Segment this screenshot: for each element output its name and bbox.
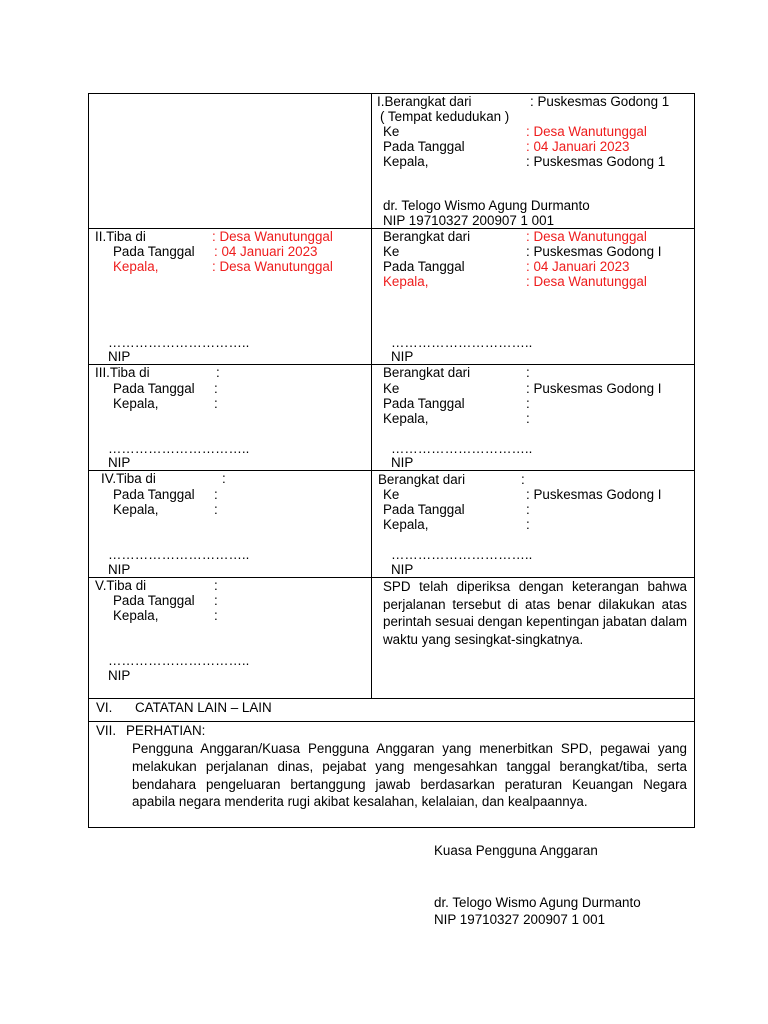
s4-tanggal-label: Pada Tanggal	[113, 487, 195, 502]
s3-left-signature-dots: …………………………..	[108, 441, 250, 456]
s2-right-signature-dots: …………………………..	[391, 335, 533, 350]
s3-kepala-colon: :	[214, 396, 218, 411]
s3-kepala-label: Kepala,	[113, 396, 159, 411]
s5-tanggal-label: Pada Tanggal	[113, 593, 195, 608]
s4-berangkat-label: Berangkat dari	[378, 472, 466, 487]
s3-ke-value: : Puskesmas Godong I	[526, 381, 662, 396]
s4-right-nip: NIP	[391, 562, 414, 577]
s2-r-kepala-value: : Desa Wanutunggal	[526, 274, 647, 289]
table-border-bottom	[88, 827, 695, 828]
s3-r-kepala-colon: :	[526, 411, 530, 426]
s5-verification-statement: SPD telah diperiksa dengan keterangan bahwa perjalanan tersebut di atas benar dilakukan atas perintah sesuai dengan kepentingan jabatan dalam waktu yang sesingkat-singkatnya.	[383, 579, 687, 647]
s5-left-nip: NIP	[108, 668, 131, 683]
column-divider	[371, 93, 372, 699]
s1-ke-label: Ke	[383, 124, 400, 139]
table-border-right	[694, 93, 695, 828]
footer-name: dr. Telogo Wismo Agung Durmanto	[434, 895, 641, 910]
s3-ke-label: Ke	[383, 381, 400, 396]
s4-ke-value: : Puskesmas Godong I	[526, 487, 662, 502]
s4-tiba-colon: :	[222, 471, 226, 486]
s4-kepala-colon: :	[214, 502, 218, 517]
s3-tanggal-colon: :	[214, 381, 218, 396]
s2-tanggal-value: : 04 Januari 2023	[214, 244, 318, 259]
s4-ke-label: Ke	[383, 487, 400, 502]
s2-tiba-label: II.Tiba di	[95, 229, 146, 244]
s3-tiba-label: III.Tiba di	[95, 365, 150, 380]
s5-left-signature-dots: …………………………..	[108, 653, 250, 668]
s4-left-nip: NIP	[108, 562, 131, 577]
s1-berangkat-label: I.Berangkat dari	[377, 94, 472, 109]
s2-left-nip: NIP	[108, 349, 131, 364]
s4-r-kepala-colon: :	[526, 517, 530, 532]
table-border-left	[88, 93, 89, 828]
s3-right-nip: NIP	[391, 455, 414, 470]
s2-berangkat-label: Berangkat dari	[383, 229, 471, 244]
s3-r-tanggal-colon: :	[526, 396, 530, 411]
s1-tanggal-label: Pada Tanggal	[383, 139, 465, 154]
s3-tanggal-label: Pada Tanggal	[113, 381, 195, 396]
s2-right-nip: NIP	[391, 349, 414, 364]
s3-r-kepala-label: Kepala,	[383, 411, 429, 426]
s4-left-signature-dots: …………………………..	[108, 547, 250, 562]
s1-tanggal-value: : 04 Januari 2023	[526, 139, 630, 154]
s1-berangkat-value: : Puskesmas Godong 1	[530, 94, 670, 109]
s5-tiba-colon: :	[214, 578, 218, 593]
s4-tiba-label: IV.Tiba di	[101, 471, 156, 486]
s2-tanggal-label: Pada Tanggal	[113, 244, 195, 259]
row-divider-6	[88, 698, 695, 699]
s1-kepala-value: : Puskesmas Godong 1	[526, 154, 666, 169]
footer-nip: NIP 19710327 200907 1 001	[434, 912, 606, 927]
s2-berangkat-value: : Desa Wanutunggal	[526, 229, 647, 244]
s6-number: VI.	[96, 700, 113, 715]
s1-signer-name: dr. Telogo Wismo Agung Durmanto	[383, 198, 590, 213]
s3-left-nip: NIP	[108, 455, 131, 470]
s5-kepala-colon: :	[214, 608, 218, 623]
s3-r-tanggal-label: Pada Tanggal	[383, 396, 465, 411]
s3-berangkat-label: Berangkat dari	[383, 365, 471, 380]
s2-r-tanggal-label: Pada Tanggal	[383, 259, 465, 274]
s2-ke-label: Ke	[383, 244, 400, 259]
s4-right-signature-dots: …………………………..	[391, 547, 533, 562]
s1-ke-value: : Desa Wanutunggal	[526, 124, 647, 139]
s2-r-kepala-label: Kepala,	[383, 274, 429, 289]
row-divider-7	[88, 721, 695, 722]
s5-tanggal-colon: :	[214, 593, 218, 608]
s2-ke-value: : Puskesmas Godong I	[526, 244, 662, 259]
s6-title: CATATAN LAIN – LAIN	[135, 700, 272, 715]
s2-kepala-value: : Desa Wanutunggal	[212, 259, 333, 274]
s7-title: PERHATIAN:	[126, 723, 206, 738]
s7-number: VII.	[96, 723, 117, 738]
s2-r-tanggal-value: : 04 Januari 2023	[526, 259, 630, 274]
s4-berangkat-colon: :	[521, 472, 525, 487]
s1-tempat-kedudukan: ( Tempat kedudukan )	[380, 109, 510, 124]
s4-r-tanggal-label: Pada Tanggal	[383, 502, 465, 517]
footer-role: Kuasa Pengguna Anggaran	[434, 843, 598, 858]
s5-tiba-label: V.Tiba di	[95, 578, 147, 593]
s7-body: Pengguna Anggaran/Kuasa Pengguna Anggaran yang menerbitkan SPD, pegawai yang melakukan perjalanan dinas, pejabat yang mengesahkan tanggal berangkat/tiba, serta bendahara pengeluaran bertanggung jawab berdasarkan peraturan Keuangan Negara apabila negara menderita rugi akibat kesalahan, kelalaian, dan kealpaannya.	[132, 741, 687, 810]
s1-kepala-label: Kepala,	[383, 154, 429, 169]
s2-kepala-label: Kepala,	[113, 259, 159, 274]
s3-right-signature-dots: …………………………..	[391, 441, 533, 456]
s4-kepala-label: Kepala,	[113, 502, 159, 517]
s3-berangkat-colon: :	[526, 365, 530, 380]
s4-r-kepala-label: Kepala,	[383, 517, 429, 532]
s3-tiba-colon: :	[216, 365, 220, 380]
s2-left-signature-dots: …………………………..	[108, 335, 250, 350]
s1-signer-nip: NIP 19710327 200907 1 001	[383, 213, 555, 228]
s4-tanggal-colon: :	[214, 487, 218, 502]
s4-r-tanggal-colon: :	[526, 502, 530, 517]
s2-tiba-value: : Desa Wanutunggal	[212, 229, 333, 244]
s5-kepala-label: Kepala,	[113, 608, 159, 623]
